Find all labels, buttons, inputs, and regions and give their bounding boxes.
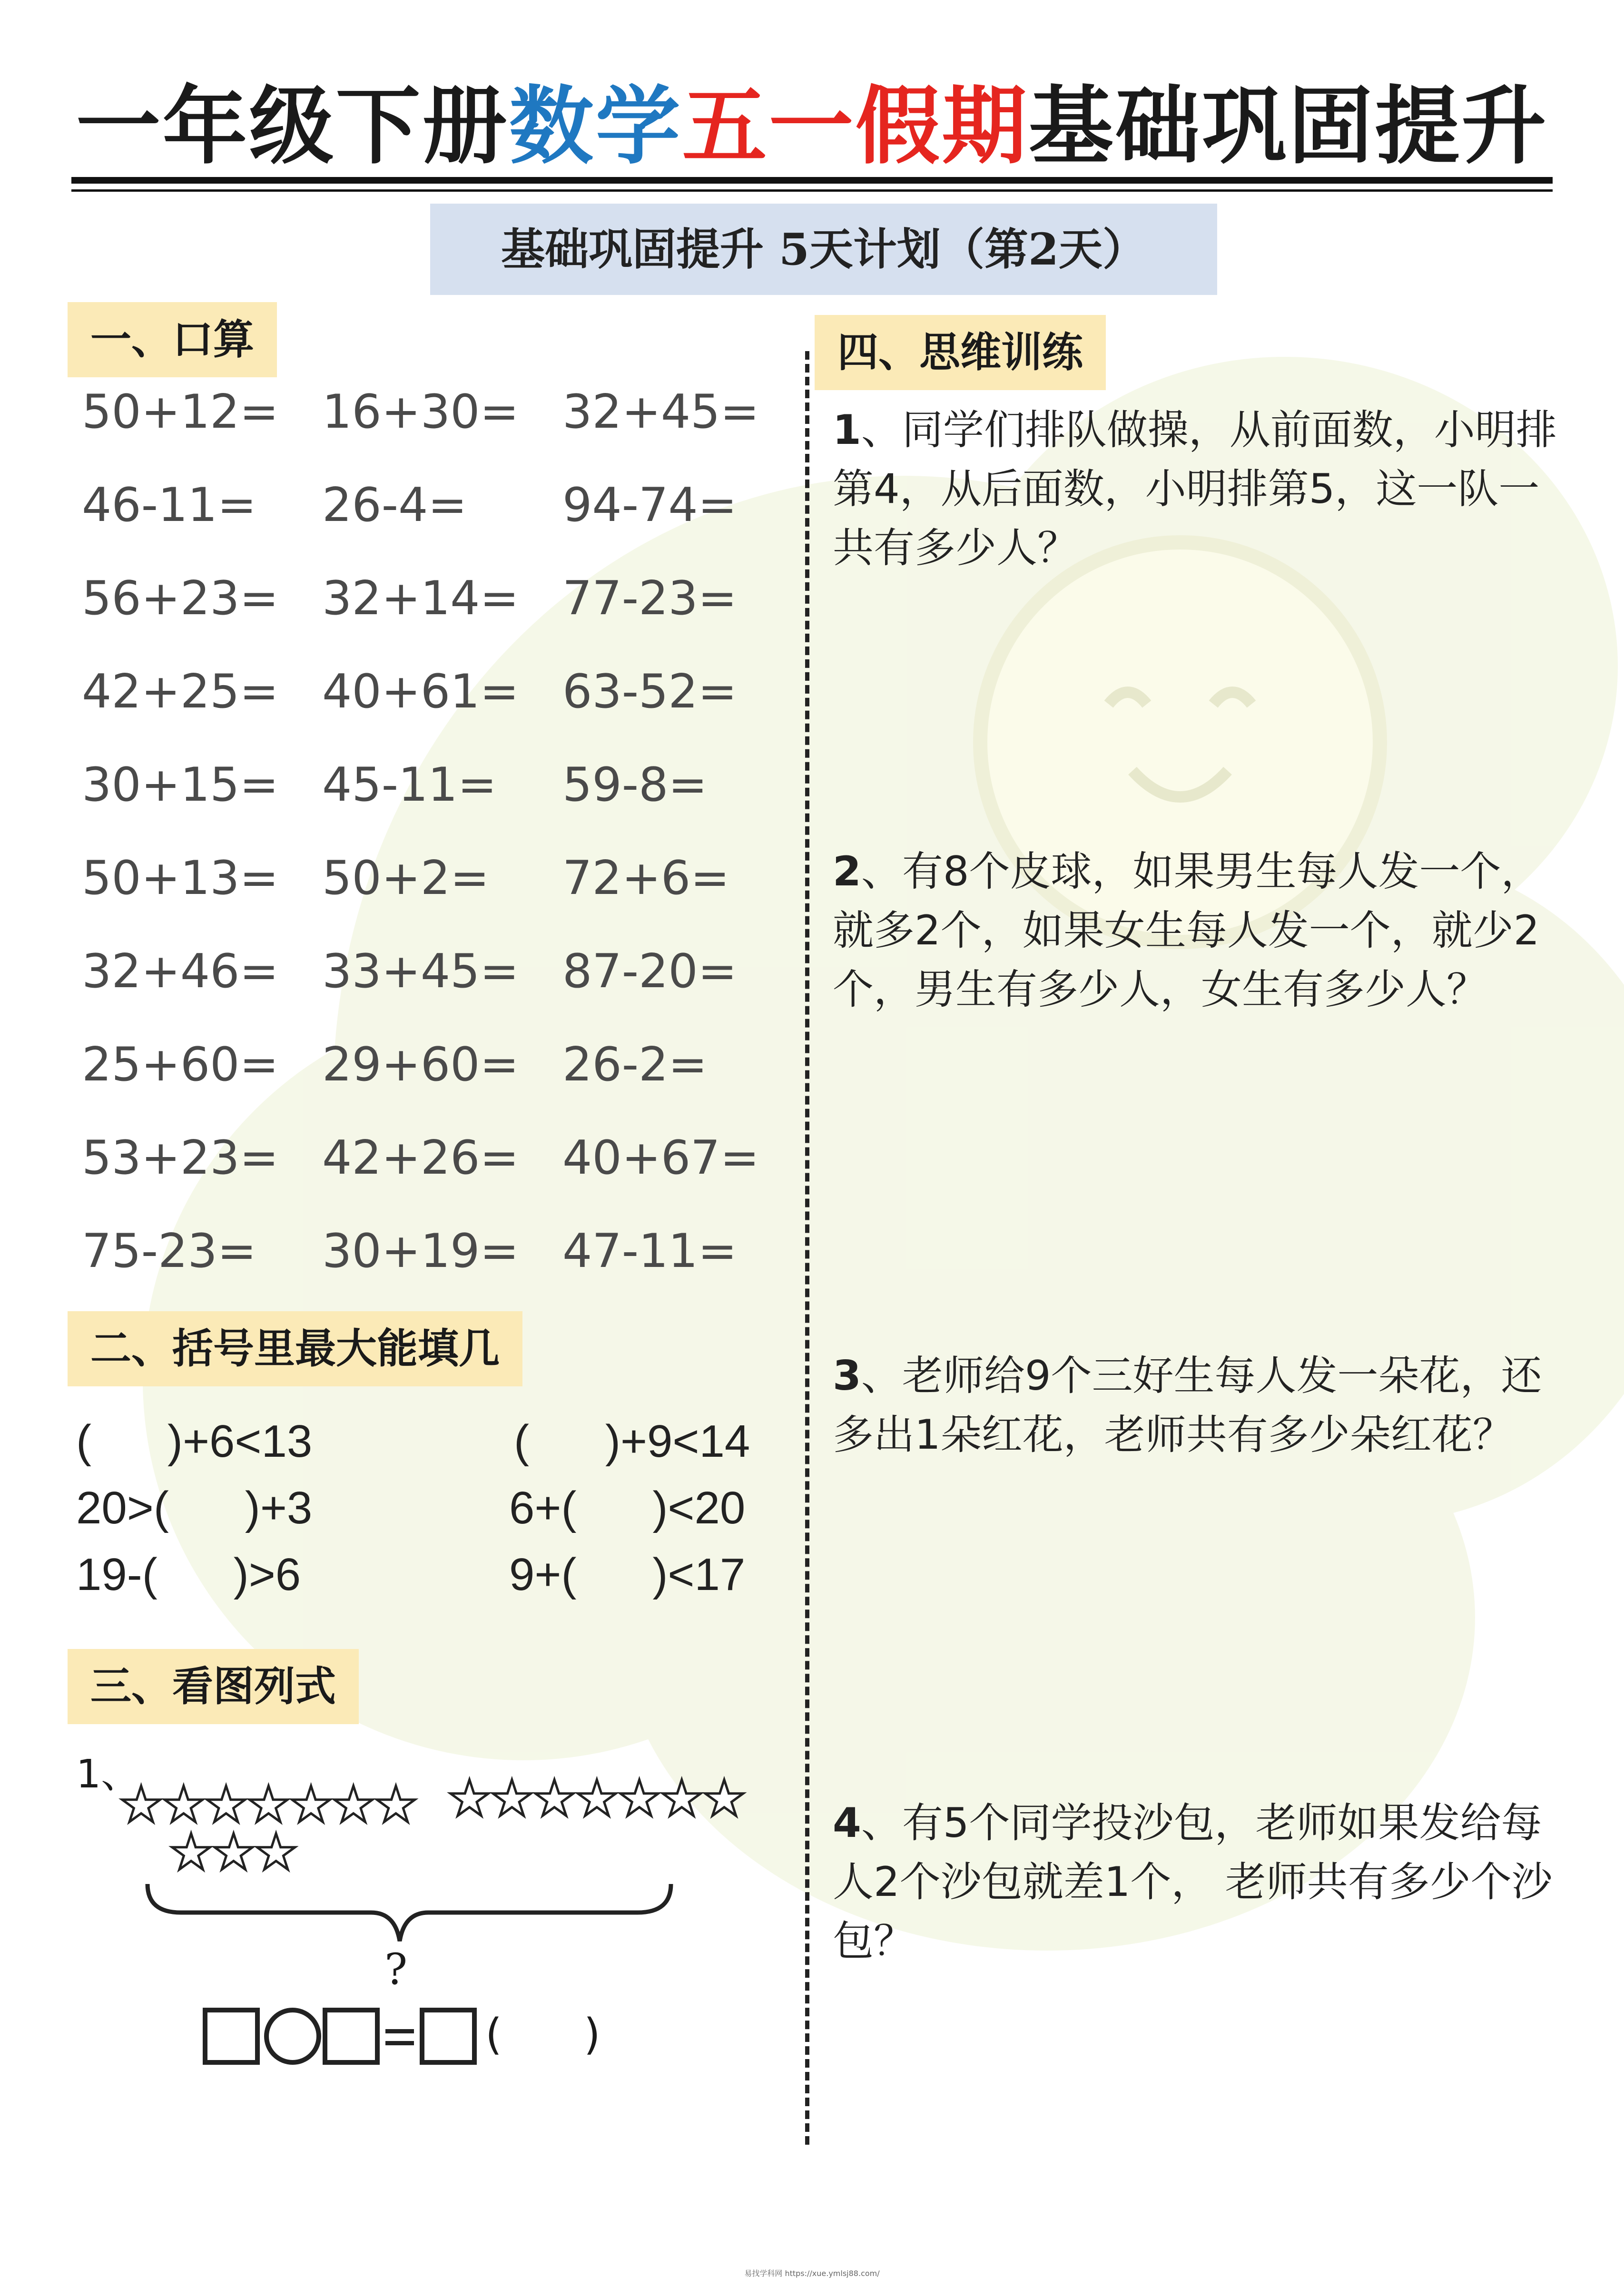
column-divider — [805, 351, 809, 2145]
title-grade: 一年级下册 — [76, 76, 509, 176]
section-picture-label: 三、看图列式 — [68, 1649, 359, 1724]
question-text: 、同学们排队做操，从前面数，小明排第4，从后面数，小明排第5，这一队一共有多少人？ — [833, 406, 1557, 572]
question-mark: ? — [384, 1944, 408, 1994]
thinking-question-3 — [833, 1346, 1575, 1464]
equation-box-icon — [422, 2010, 474, 2062]
oral-calc-item: 30+15= — [82, 758, 279, 812]
unit-blank: ( ) — [485, 2010, 600, 2060]
oral-calc-item: 33+45= — [322, 944, 519, 999]
stars-right: ★★★★★★★ — [447, 1769, 745, 1827]
oral-calc-item: 42+25= — [82, 665, 279, 719]
oral-calc-item: 50+2= — [322, 851, 490, 905]
plan-subtitle: 基础巩固提升 5天计划（第2天） — [430, 204, 1217, 295]
oral-calc-item: 32+46= — [82, 944, 279, 999]
page-title — [0, 71, 1624, 181]
fill-item: ( )+6<13 — [76, 1416, 313, 1467]
title-holiday: 五一假期 — [682, 76, 1029, 176]
brace-icon — [143, 1879, 676, 1946]
fill-item: ( )+9<14 — [514, 1416, 750, 1467]
oral-calc-item: 26-4= — [322, 478, 467, 532]
oral-calc-item: 56+23= — [82, 571, 279, 626]
question-text: 、有8个皮球，如果男生每人发一个，就多2个，如果女生每人发一个，就少2个，男生有多少人，女生有多少人？ — [833, 848, 1542, 1013]
title-rule-thick — [71, 177, 1553, 184]
question-text: 、老师给9个三好生每人发一朵花，还多出1朵红花，老师共有多少朵红花？ — [833, 1352, 1542, 1459]
title-subject: 数学 — [509, 76, 682, 176]
thinking-question-1 — [833, 401, 1575, 578]
oral-calc-item: 42+26= — [322, 1131, 519, 1185]
oral-calc-item: 72+6= — [562, 851, 730, 905]
oral-calc-item: 77-23= — [562, 571, 737, 626]
fill-item: 20>( )+3 — [76, 1482, 313, 1533]
oral-calc-item: 25+60= — [82, 1038, 279, 1092]
section-thinking-label: 四、思维训练 — [815, 315, 1106, 390]
oral-calc-grid — [82, 379, 796, 1311]
picture-item-number: 1、 — [76, 1752, 140, 1797]
question-number: 3 — [833, 1352, 861, 1400]
title-topic: 基础巩固提升 — [1028, 76, 1548, 176]
section-fill-label: 二、括号里最大能填几 — [68, 1311, 522, 1386]
thinking-question-4 — [833, 1794, 1575, 1971]
stars-left-row1: ★★★★★★★ — [119, 1776, 416, 1834]
oral-calc-item: 59-8= — [562, 758, 708, 812]
section-oral-calc-label: 一、口算 — [68, 302, 277, 377]
oral-calc-item: 40+67= — [562, 1131, 759, 1185]
equation-box-icon — [325, 2010, 377, 2062]
page-footer: 易找学科网 https://xue.ymlsj88.com/ — [744, 2269, 880, 2278]
oral-calc-item: 40+61= — [322, 665, 519, 719]
oral-calc-item: 75-23= — [82, 1224, 256, 1278]
equation-box-icon — [205, 2010, 257, 2062]
question-text: 、有5个同学投沙包，老师如果发给每人2个沙包就差1个， 老师共有多少个沙包？ — [833, 1799, 1553, 1965]
fill-item: 19-( )>6 — [76, 1549, 301, 1600]
thinking-question-2 — [833, 842, 1575, 1019]
operator-circle-icon — [266, 2010, 319, 2062]
oral-calc-item: 87-20= — [562, 944, 737, 999]
fill-item: 6+( )<20 — [509, 1482, 746, 1533]
oral-calc-item: 26-2= — [562, 1038, 708, 1092]
oral-calc-item: 16+30= — [322, 385, 519, 439]
oral-calc-item: 53+23= — [82, 1131, 279, 1185]
title-rule-thin — [71, 189, 1553, 192]
oral-calc-item: 45-11= — [322, 758, 497, 812]
equation-frame — [202, 2005, 497, 2067]
oral-calc-item: 94-74= — [562, 478, 737, 532]
question-number: 2 — [833, 848, 861, 895]
oral-calc-item: 46-11= — [82, 478, 256, 532]
oral-calc-item: 50+13= — [82, 851, 279, 905]
oral-calc-item: 32+45= — [562, 385, 759, 439]
stars-left-row2: ★★★ — [169, 1823, 296, 1881]
oral-calc-item: 30+19= — [322, 1224, 519, 1278]
oral-calc-item: 63-52= — [562, 665, 737, 719]
oral-calc-item: 50+12= — [82, 385, 279, 439]
question-number: 1 — [833, 406, 861, 454]
fill-item: 9+( )<17 — [509, 1549, 746, 1600]
oral-calc-item: 29+60= — [322, 1038, 519, 1092]
oral-calc-item: 47-11= — [562, 1224, 737, 1278]
oral-calc-item: 32+14= — [322, 571, 519, 626]
question-number: 4 — [833, 1799, 861, 1847]
